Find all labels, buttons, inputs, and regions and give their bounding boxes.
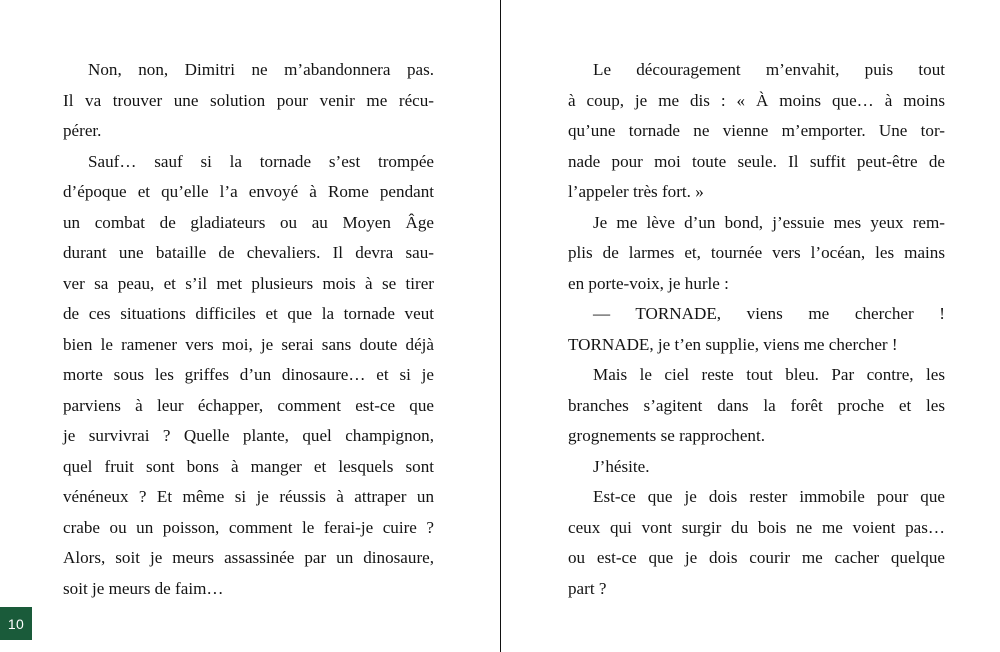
text-line: en porte-voix, je hurle : bbox=[568, 273, 729, 293]
text-line: part ? bbox=[568, 578, 607, 598]
text-line: Je me lève d’un bond, j’essuie mes yeux rem- bbox=[593, 212, 945, 232]
paragraph bbox=[63, 147, 434, 605]
paragraph bbox=[568, 55, 945, 208]
left-page-text-block bbox=[63, 55, 434, 604]
text-line: nade pour moi toute seule. Il suffit peut-être de bbox=[568, 151, 945, 171]
text-line: je survivrai ? Quelle plante, quel champignon, bbox=[63, 426, 434, 445]
paragraph bbox=[568, 360, 945, 452]
text-line: — TORNADE, viens me chercher ! bbox=[593, 304, 945, 323]
text-line: de ces situations difficiles et que la tornade veut bbox=[63, 304, 434, 323]
text-line: quel fruit sont bons à manger et lesquels sont bbox=[63, 456, 434, 476]
text-line: Le découragement m’envahit, puis tout bbox=[593, 60, 945, 79]
text-line: ceux qui vont surgir du bois ne me voient pas… bbox=[568, 517, 945, 537]
text-line: bien le ramener vers moi, je serai sans doute déjà bbox=[63, 334, 434, 354]
text-line: Mais le ciel reste tout bleu. Par contre, les bbox=[593, 365, 945, 384]
paragraph bbox=[568, 482, 945, 604]
text-line: parviens à leur échapper, comment est-ce que bbox=[63, 395, 434, 415]
paragraph bbox=[568, 299, 945, 360]
page-number-tab bbox=[0, 607, 32, 640]
text-line: Est-ce que je dois rester immobile pour que bbox=[593, 487, 945, 506]
text-line: vénéneux ? Et même si je réussis à attraper un bbox=[63, 487, 434, 506]
text-line: l’appeler très fort. » bbox=[568, 182, 704, 201]
text-line: grognements se rapprochent. bbox=[568, 426, 765, 445]
text-line: un combat de gladiateurs ou au Moyen Âge bbox=[63, 212, 434, 232]
text-line: morte sous les griffes d’un dinosaure… et si je bbox=[63, 365, 434, 384]
right-page bbox=[501, 0, 1000, 652]
text-line: ou est-ce que je dois courir me cacher quelque bbox=[568, 548, 945, 567]
text-line: ver sa peau, et s’il met plusieurs mois à se tirer bbox=[63, 273, 434, 293]
page-number-label: 10 bbox=[7, 615, 25, 632]
text-line: plis de larmes et, tournée vers l’océan, les mains bbox=[568, 243, 945, 262]
text-line: branches s’agitent dans la forêt proche et les bbox=[568, 395, 945, 415]
text-line: J’hésite. bbox=[593, 456, 650, 476]
text-line: à coup, je me dis : « À moins que… à moins bbox=[568, 90, 945, 110]
text-line: Il va trouver une solution pour venir me récu- bbox=[63, 90, 434, 110]
text-line: soit je meurs de faim… bbox=[63, 578, 224, 598]
paragraph bbox=[568, 208, 945, 300]
text-line: Non, non, Dimitri ne m’abandonnera pas. bbox=[88, 60, 434, 79]
text-line: Alors, soit je meurs assassinée par un dinosaure, bbox=[63, 548, 434, 567]
paragraph bbox=[568, 452, 945, 483]
right-page-text-block bbox=[568, 55, 945, 604]
text-line: qu’une tornade ne vienne m’emporter. Une tor- bbox=[568, 121, 945, 140]
text-line: Sauf… sauf si la tornade s’est trompée bbox=[88, 151, 434, 171]
paragraph bbox=[63, 55, 434, 147]
text-line: TORNADE, je t’en supplie, viens me chercher ! bbox=[568, 334, 898, 354]
text-line: d’époque et qu’elle l’a envoyé à Rome pendant bbox=[63, 182, 434, 201]
text-line: crabe ou un poisson, comment le ferai-je cuire ? bbox=[63, 517, 434, 537]
text-line: durant une bataille de chevaliers. Il devra sau- bbox=[63, 243, 434, 262]
text-line: pérer. bbox=[63, 121, 102, 140]
